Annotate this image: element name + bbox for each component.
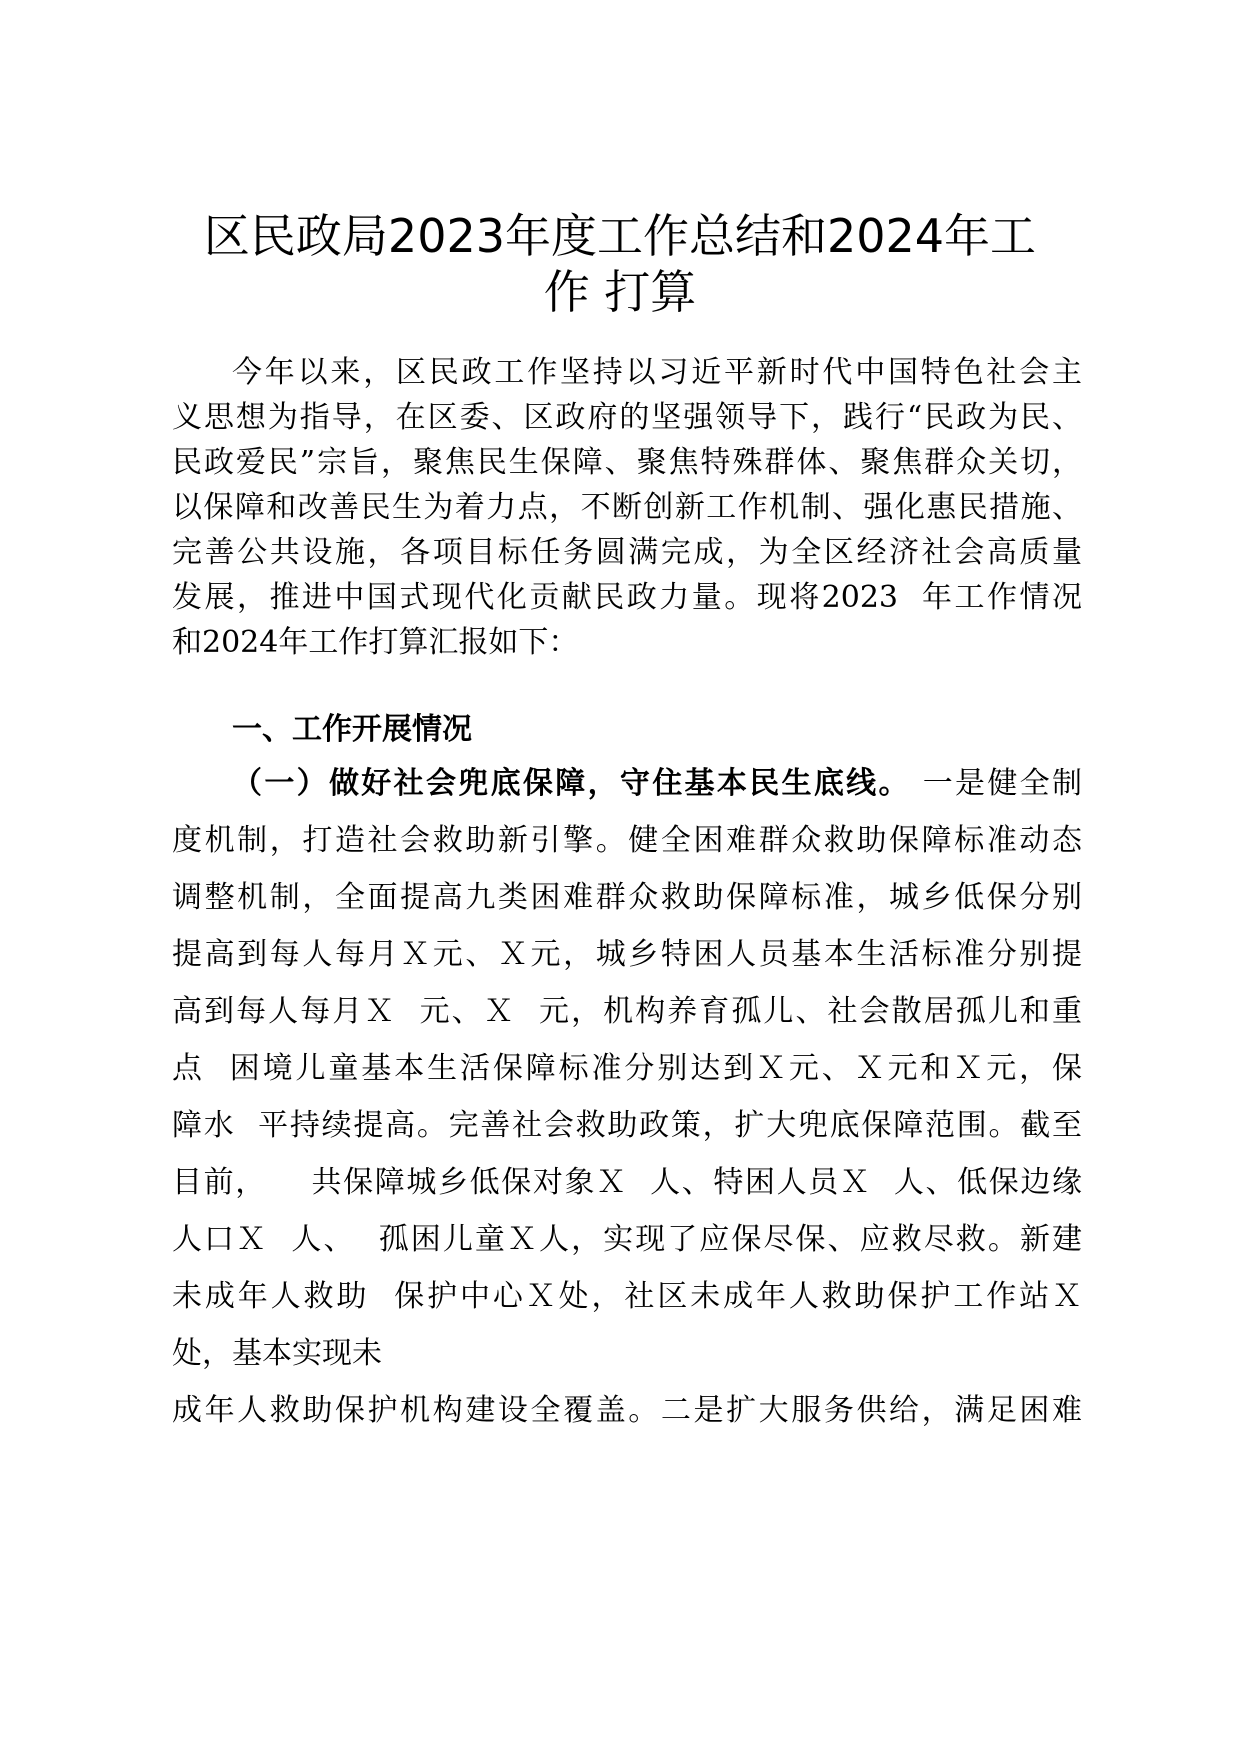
subsection-first-line-tail: 一是健全制 bbox=[910, 766, 1082, 801]
body-line: 未成年人救助 保护中心Ｘ处，社区未成年人救助保护工作站Ｘ bbox=[172, 1279, 1082, 1314]
body-line: 成年人救助保护机构建设全覆盖。二是扩大服务供给，满足困难 bbox=[172, 1393, 1082, 1428]
body-line: 障水 平持续提高。完善社会救助政策，扩大兜底保障范围。截至 bbox=[172, 1108, 1082, 1143]
intro-line: 以保障和改善民生为着力点，不断创新工作机制、强化惠民措施、 bbox=[172, 490, 1082, 525]
intro-line: 发展，推进中国式现代化贡献民政力量。现将2023 年工作情况 bbox=[172, 580, 1082, 615]
document-title-line-1: 区民政局2023年度工作总结和2024年工 bbox=[203, 209, 1037, 263]
body-line: 提高到每人每月Ｘ元、Ｘ元，城乡特困人员基本生活标准分别提 bbox=[172, 937, 1082, 972]
body-line: 高到每人每月Ｘ 元、Ｘ 元，机构养育孤儿、社会散居孤儿和重 bbox=[172, 994, 1082, 1029]
subsection-first-line bbox=[232, 764, 1082, 804]
document-title-line-2: 作 打算 bbox=[543, 265, 697, 319]
body-line: 目前， 共保障城乡低保对象Ｘ 人、特困人员Ｘ 人、低保边缘 bbox=[172, 1165, 1082, 1200]
body-line: 人口Ｘ 人、 孤困儿童Ｘ人，实现了应保尽保、应救尽救。新建 bbox=[172, 1222, 1082, 1257]
intro-line: 完善公共设施，各项目标任务圆满完成，为全区经济社会高质量 bbox=[172, 535, 1082, 570]
body-line: 调整机制，全面提高九类困难群众救助保障标准，城乡低保分别 bbox=[172, 880, 1082, 915]
intro-line: 民政爱民”宗旨，聚焦民生保障、聚焦特殊群体、聚焦群众关切， bbox=[172, 445, 1082, 480]
body-line: 度机制，打造社会救助新引擎。健全困难群众救助保障标准动态 bbox=[172, 823, 1082, 858]
intro-line: 和2024年工作打算汇报如下： bbox=[172, 625, 579, 660]
subsection-heading: （一）做好社会兜底保障，守住基本民生底线。 bbox=[232, 766, 911, 801]
body-line: 处，基本实现未 bbox=[172, 1336, 382, 1371]
body-line: 点 困境儿童基本生活保障标准分别达到Ｘ元、Ｘ元和Ｘ元，保 bbox=[172, 1051, 1082, 1086]
intro-line: 今年以来，区民政工作坚持以习近平新时代中国特色社会主 bbox=[232, 355, 1082, 390]
section-heading: 一、工作开展情况 bbox=[232, 712, 472, 747]
intro-line: 义思想为指导，在区委、区政府的坚强领导下，践行“民政为民、 bbox=[172, 400, 1082, 435]
